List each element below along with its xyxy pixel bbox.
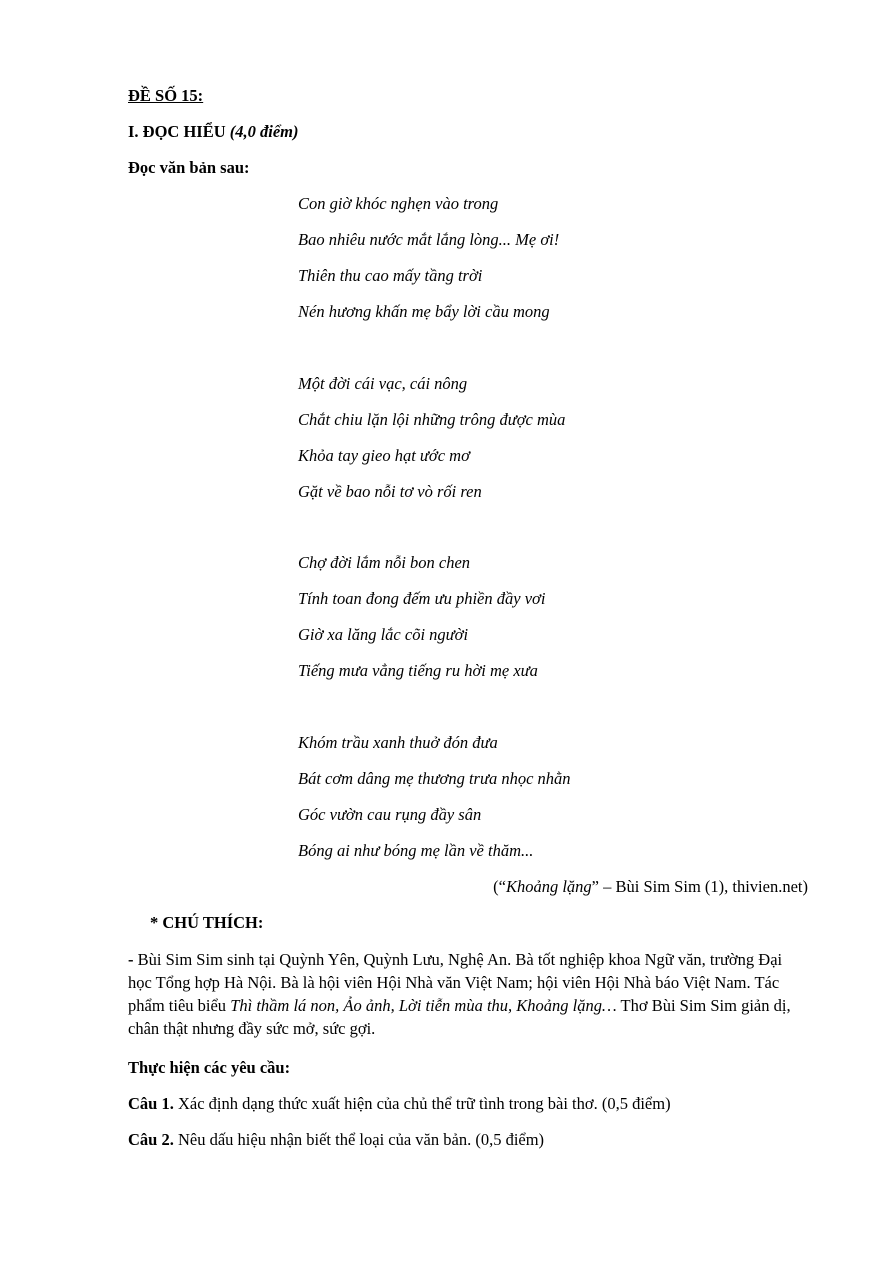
section-heading: [128, 122, 299, 142]
poem-line: Gặt về bao nỗi tơ vò rối ren: [298, 482, 482, 501]
poem-line: Khóm trầu xanh thuở đón đưa: [298, 733, 498, 752]
question-2-text: Nêu dấu hiệu nhận biết thể loại của văn bản. (0,5 điểm): [173, 1130, 545, 1149]
note-text-1: Bùi Sim Sim sinh tại Quỳnh Yên, Quỳnh Lưu, Nghệ An. Bà tốt nghiệp khoa Ngữ văn, trường Đại học Tổng hợp Hà Nội. Bà là hội viên Hội Nhà văn Việt Nam; hội viên Hội Nhà báo Việt Nam. Tác phẩm tiêu biểu: [128, 950, 783, 1015]
source-open: (“: [493, 877, 506, 896]
poem-line: Thiên thu cao mấy tầng trời: [298, 266, 483, 285]
poem-source: [493, 877, 808, 897]
note-works: Thì thầm lá non, Ảo ảnh, Lời tiễn mùa thu, Khoảng lặng…: [230, 996, 617, 1015]
reading-instruction: Đọc văn bản sau:: [128, 158, 250, 177]
poem-line: Một đời cái vạc, cái nông: [298, 374, 468, 393]
poem-line: Giờ xa lăng lắc cõi người: [298, 625, 469, 644]
poem-line: Tính toan đong đếm ưu phiền đầy vơi: [298, 589, 546, 608]
poem-line: Bao nhiêu nước mắt lắng lòng... Mẹ ơi!: [298, 230, 560, 249]
requirements-title: Thực hiện các yêu cầu:: [128, 1058, 291, 1077]
note-dash: -: [128, 950, 134, 969]
question-2-label: Câu 2.: [128, 1130, 174, 1149]
poem-line: Bát cơm dâng mẹ thương trưa nhọc nhằn: [298, 769, 571, 788]
section-title: I. ĐỌC HIỂU: [128, 122, 226, 141]
source-rest: ” – Bùi Sim Sim (1), thivien.net): [591, 877, 808, 896]
poem-line: Con giờ khóc nghẹn vào trong: [298, 194, 499, 213]
author-note: [128, 948, 808, 1040]
poem-line: Tiếng mưa vẳng tiếng ru hời mẹ xưa: [298, 661, 538, 680]
poem-line: Góc vườn cau rụng đầy sân: [298, 805, 482, 824]
exam-number: ĐỀ SỐ 15:: [128, 86, 204, 105]
poem-line: Nén hương khấn mẹ bẩy lời cầu mong: [298, 302, 550, 321]
question-2: [128, 1130, 544, 1150]
poem-line: Khỏa tay gieo hạt ước mơ: [298, 446, 470, 465]
question-1: [128, 1094, 671, 1114]
poem-line: Bóng ai như bóng mẹ lần về thăm...: [298, 841, 534, 860]
poem-line: Chắt chiu lặn lội những trông được mùa: [298, 410, 566, 429]
notes-title: * CHÚ THÍCH:: [150, 913, 264, 932]
note-text-2: Thơ Bùi Sim Sim giản dị, chân thật nhưng đầy sức mở, sức gợi.: [128, 996, 791, 1038]
question-1-text: Xác định dạng thức xuất hiện của chủ thể trữ tình trong bài thơ. (0,5 điểm): [173, 1094, 671, 1113]
source-title: Khoảng lặng: [505, 877, 592, 896]
question-1-label: Câu 1.: [128, 1094, 174, 1113]
poem-line: Chợ đời lắm nỗi bon chen: [298, 553, 471, 572]
section-points: (4,0 điểm): [229, 122, 299, 141]
